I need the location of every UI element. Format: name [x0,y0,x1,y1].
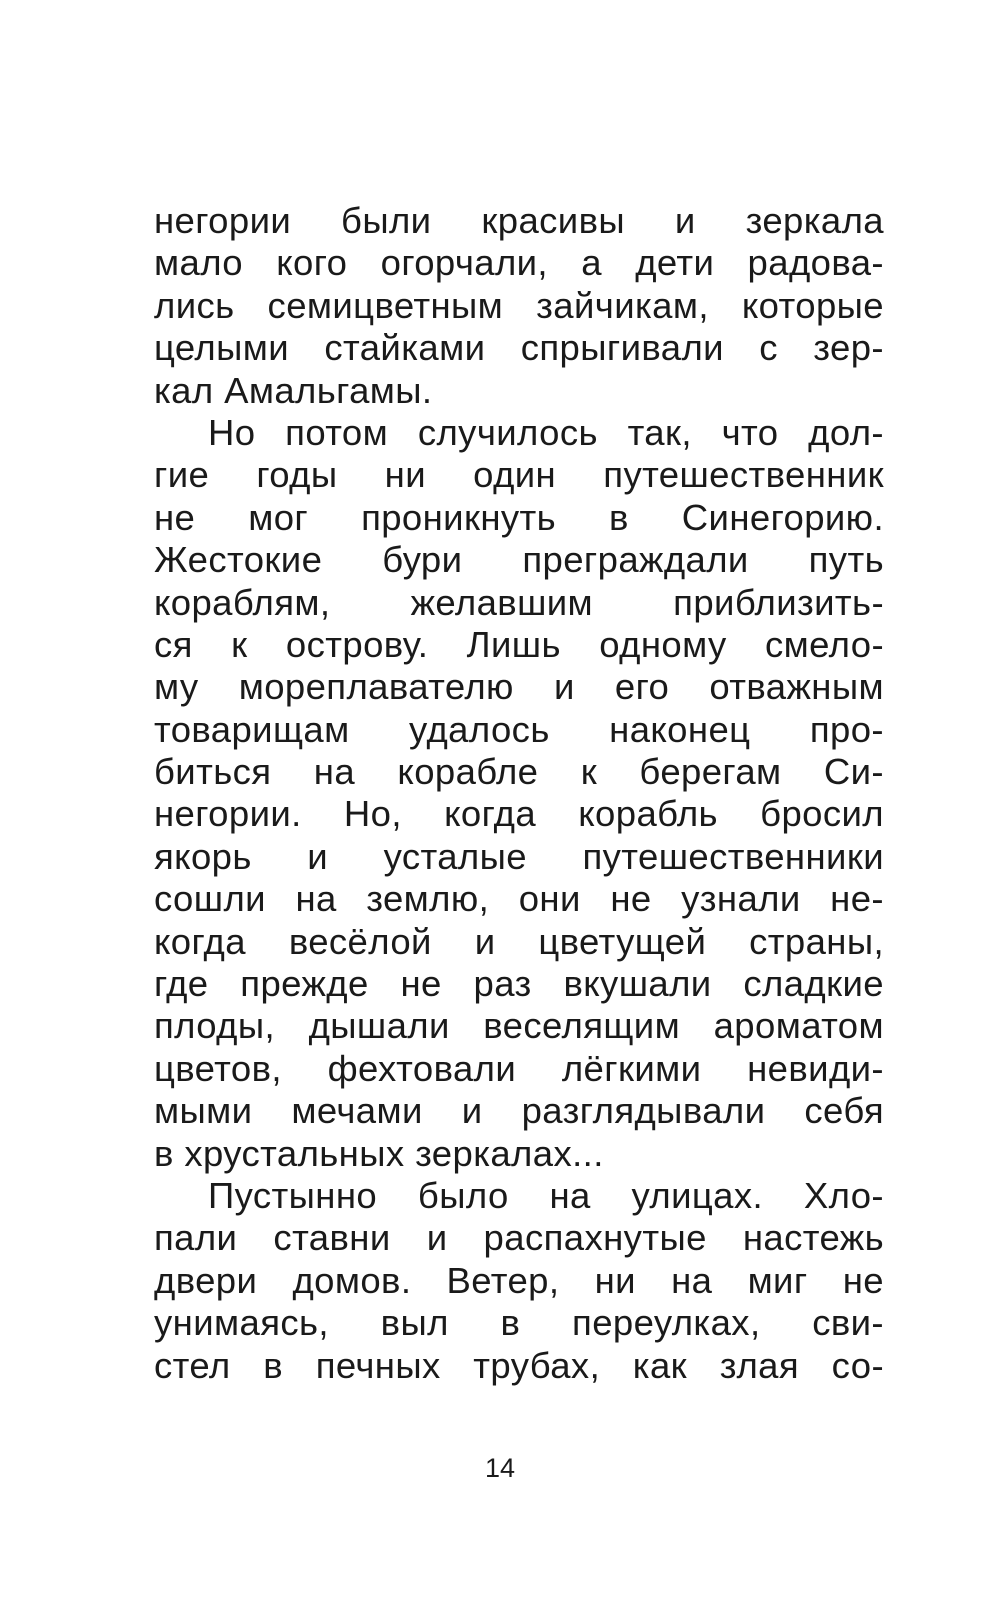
paragraph [154,1175,884,1387]
text-line: плоды, дышали веселящим ароматом [154,1005,884,1047]
paragraph [154,200,884,412]
text-line: гие годы ни один путешественник [154,454,884,496]
page-body-text [154,200,884,1387]
text-line: негории были красивы и зеркала [154,200,884,241]
text-line: Жестокие бури преграждали путь [154,539,884,581]
text-line: кал Амальгамы. [154,369,433,411]
text-line: якорь и усталые путешественники [154,835,884,877]
text-line: мыми мечами и разглядывали себя [154,1090,884,1132]
text-line: Пустынно было на улицах. Хло- [208,1174,884,1216]
text-line: сошли на землю, они не узнали не- [154,878,884,920]
text-line: товарищам удалось наконец про- [154,708,884,750]
text-line: цветов, фехтовали лёгкими невиди- [154,1047,884,1089]
text-line: кораблям, желавшим приблизить- [154,581,884,623]
text-line: в хрустальных зеркалах... [154,1132,604,1174]
text-line: целыми стайками спрыгивали с зер- [154,327,884,369]
text-line: биться на корабле к берегам Си- [154,751,884,793]
text-line: двери домов. Ветер, ни на миг не [154,1259,884,1301]
text-line: унимаясь, выл в переулках, сви- [154,1302,884,1344]
paragraph [154,412,884,1175]
page-number: 14 [484,1453,516,1483]
text-line: пали ставни и распахнутые настежь [154,1217,884,1259]
text-line: мало кого огорчали, а дети радова- [154,242,884,284]
text-line: лись семицветным зайчикам, которые [154,284,884,326]
text-line: му мореплавателю и его отважным [154,666,884,708]
text-line: ся к острову. Лишь одному смело- [154,623,884,665]
text-line: Но потом случилось так, что дол- [208,411,884,453]
text-line: не мог проникнуть в Синегорию. [154,496,884,538]
text-line: когда весёлой и цветущей страны, [154,920,884,962]
text-line: где прежде не раз вкушали сладкие [154,963,884,1005]
text-line: негории. Но, когда корабль бросил [154,793,884,835]
text-line: стел в печных трубах, как злая со- [154,1344,884,1386]
